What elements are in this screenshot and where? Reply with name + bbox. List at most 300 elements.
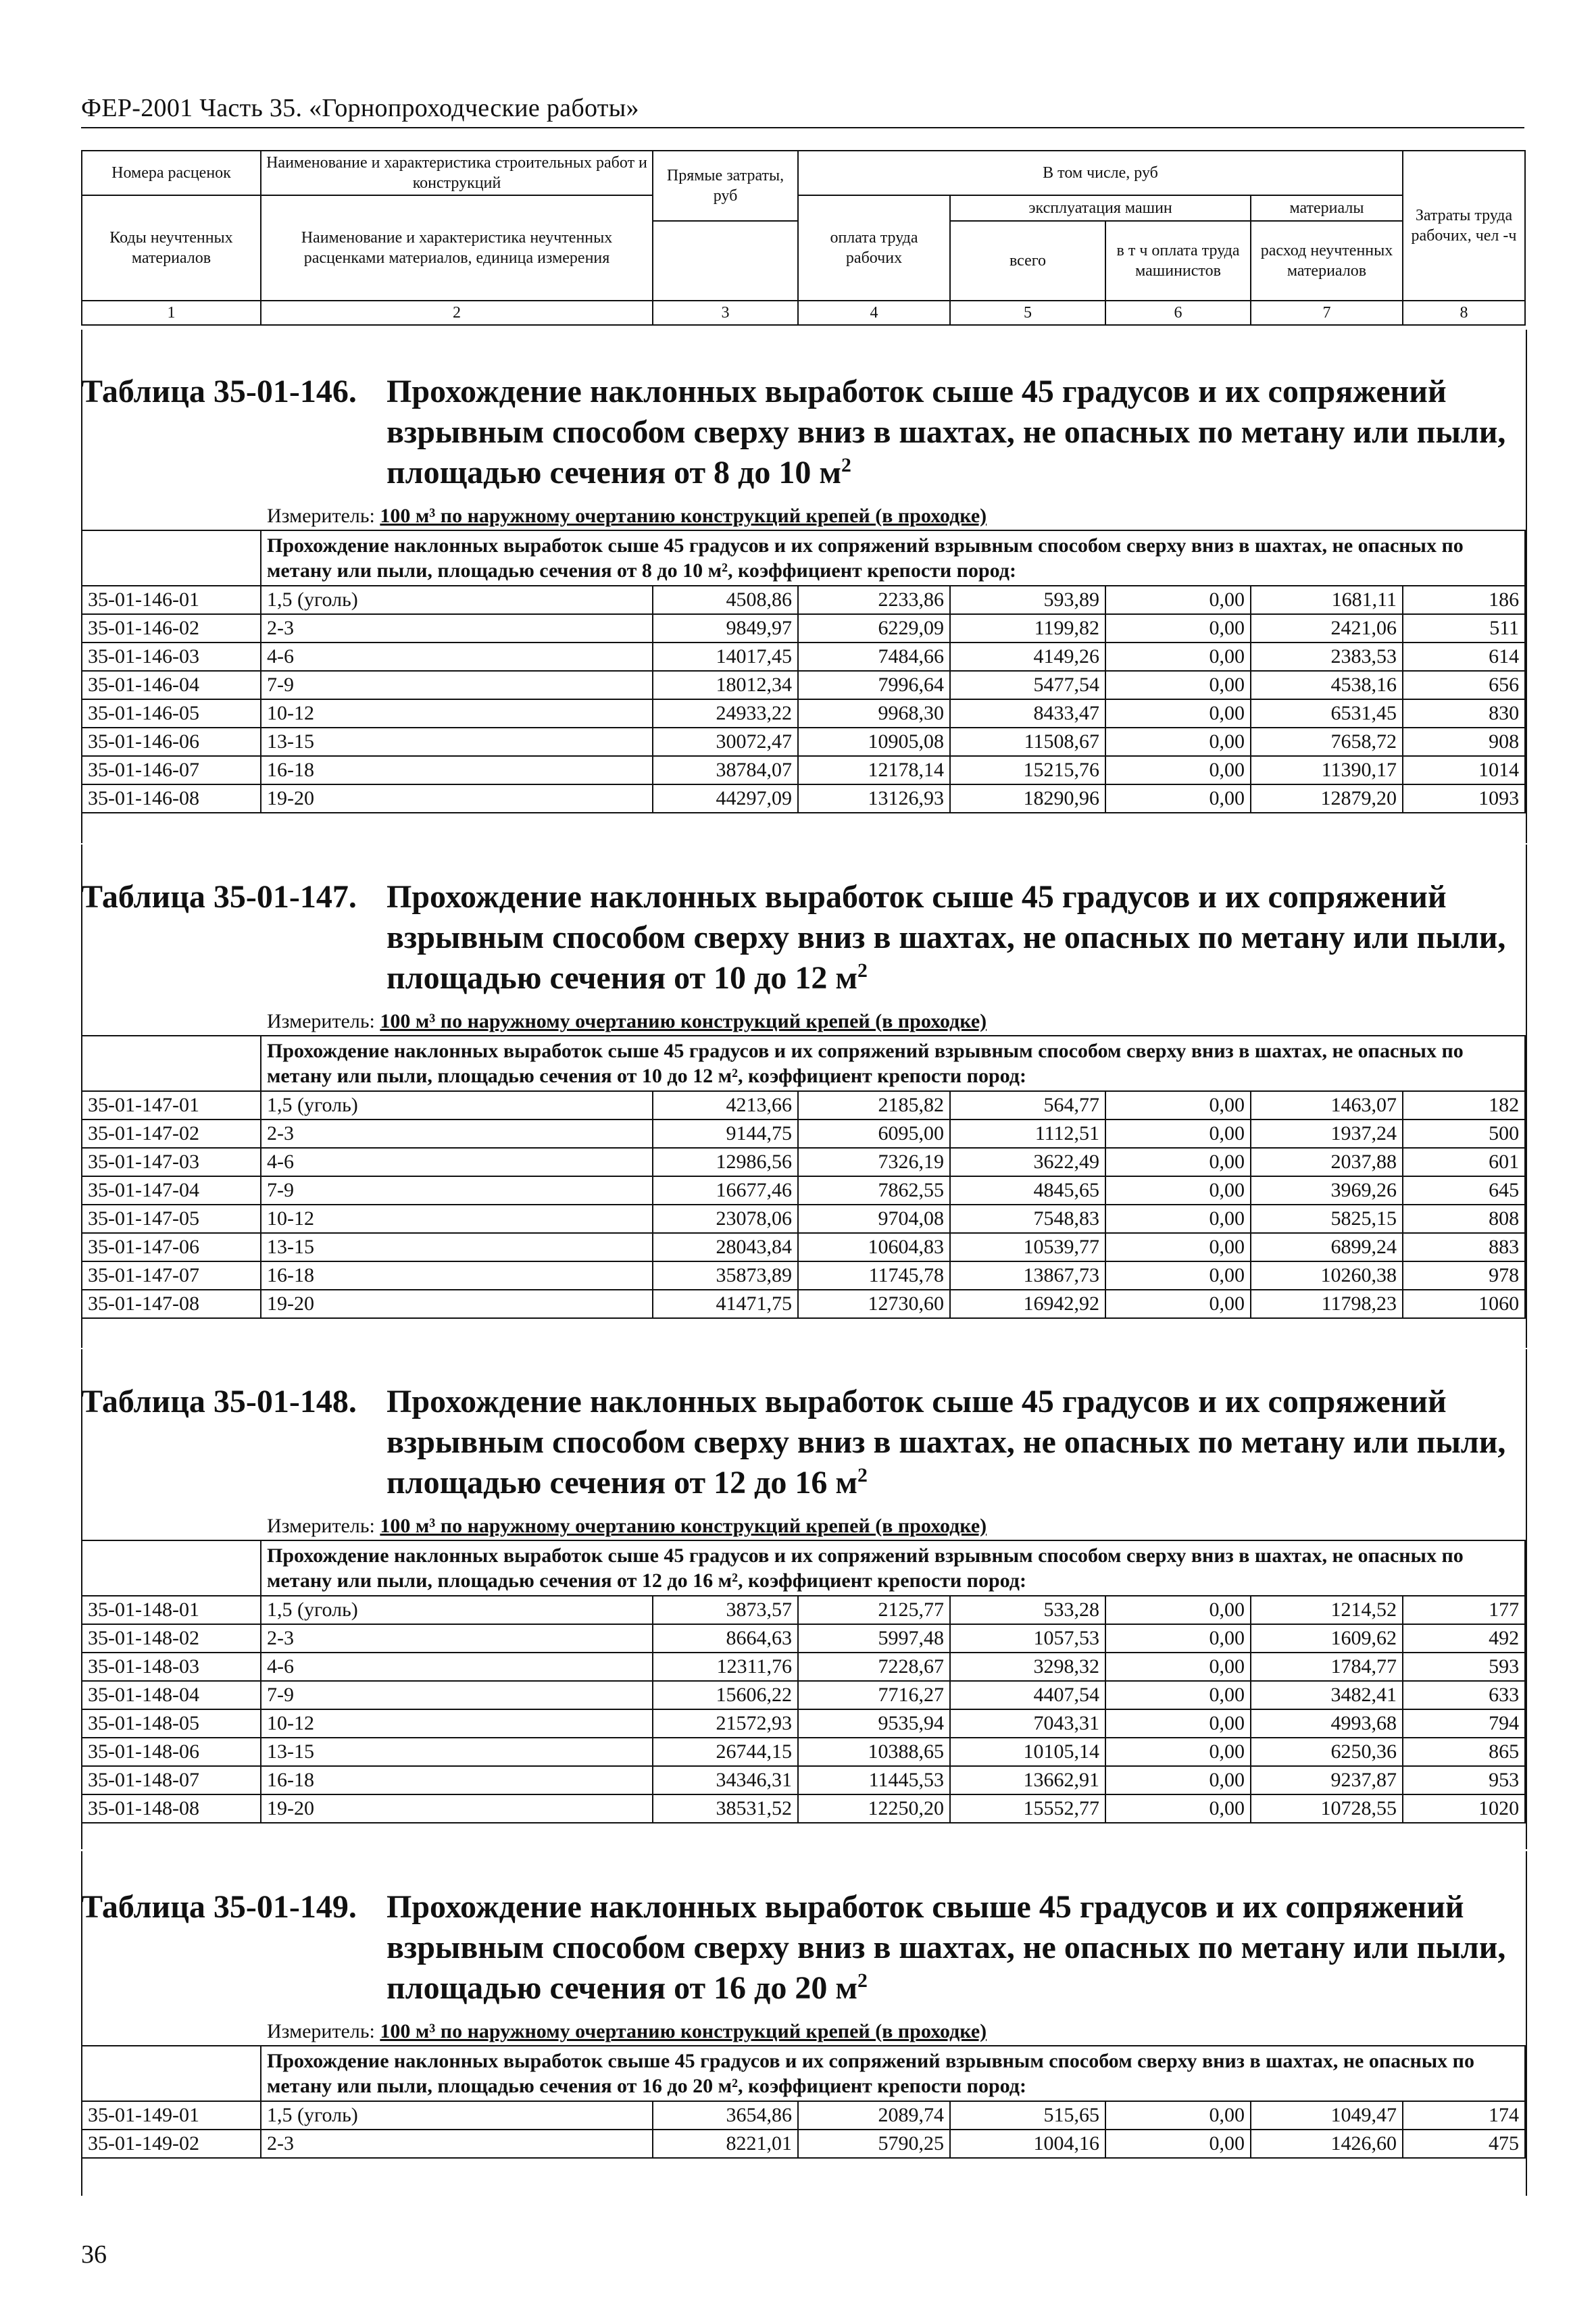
materials-cell: 1609,62 xyxy=(1251,1624,1403,1653)
operators-pay-cell: 0,00 xyxy=(1105,1091,1251,1120)
materials-cell: 1463,07 xyxy=(1251,1091,1403,1120)
machine-total-cell: 5477,54 xyxy=(950,671,1105,699)
rock-hardness-cell: 2-3 xyxy=(261,1120,653,1148)
labor-pay-cell: 7862,55 xyxy=(798,1176,950,1205)
col-number: 6 xyxy=(1105,301,1251,325)
machine-total-cell: 8433,47 xyxy=(950,699,1105,728)
operators-pay-cell: 0,00 xyxy=(1105,1120,1251,1148)
measure-label: Измеритель: xyxy=(267,1010,375,1032)
col-material-name: Наименование и характеристика неучтенных расценками материалов, единица измерения xyxy=(261,195,653,301)
materials-cell: 1937,24 xyxy=(1251,1120,1403,1148)
measure-value: 100 м³ по наружному очертанию конструкций крепей (в проходке) xyxy=(380,1010,987,1032)
labor-costs-cell: 492 xyxy=(1403,1624,1525,1653)
rock-hardness-cell: 2-3 xyxy=(261,614,653,643)
operators-pay-cell: 0,00 xyxy=(1105,1653,1251,1681)
running-header: ФЕР-2001 Часть 35. «Горнопроходческие работы» xyxy=(81,94,639,122)
rock-hardness-cell: 13-15 xyxy=(261,728,653,756)
rate-table-section xyxy=(81,1382,1524,1823)
direct-costs-cell: 26744,15 xyxy=(653,1738,798,1766)
labor-pay-cell: 2185,82 xyxy=(798,1091,950,1120)
materials-cell: 11390,17 xyxy=(1251,756,1403,784)
labor-costs-cell: 656 xyxy=(1403,671,1525,699)
labor-costs-cell: 978 xyxy=(1403,1261,1525,1290)
direct-costs-cell: 9849,97 xyxy=(653,614,798,643)
operators-pay-cell: 0,00 xyxy=(1105,1681,1251,1709)
rate-code-cell: 35-01-148-07 xyxy=(82,1766,261,1794)
table-title xyxy=(81,1382,1524,1503)
machine-total-cell: 13867,73 xyxy=(950,1261,1105,1290)
rate-code-cell: 35-01-149-01 xyxy=(82,2101,261,2130)
materials-cell: 10728,55 xyxy=(1251,1794,1403,1823)
labor-costs-cell: 601 xyxy=(1403,1148,1525,1176)
rate-code-cell: 35-01-147-01 xyxy=(82,1091,261,1120)
rock-hardness-cell: 13-15 xyxy=(261,1233,653,1261)
group-description: Прохождение наклонных выработок сыше 45 градусов и их сопряжений взрывным способом сверху вниз в шахтах, не опасных по метану или пыли, площадью сечения от 12 до 16 м², коэффициент крепости пород: xyxy=(261,1540,1525,1596)
direct-costs-cell: 44297,09 xyxy=(653,784,798,813)
machine-total-cell: 13662,91 xyxy=(950,1766,1105,1794)
table-row xyxy=(82,1261,1525,1290)
direct-costs-cell: 8664,63 xyxy=(653,1624,798,1653)
rock-hardness-cell: 1,5 (уголь) xyxy=(261,1596,653,1624)
machine-total-cell: 593,89 xyxy=(950,586,1105,614)
materials-cell: 2421,06 xyxy=(1251,614,1403,643)
table-row xyxy=(82,1091,1525,1120)
operators-pay-cell: 0,00 xyxy=(1105,586,1251,614)
materials-cell: 1214,52 xyxy=(1251,1596,1403,1624)
labor-costs-cell: 186 xyxy=(1403,586,1525,614)
rock-hardness-cell: 10-12 xyxy=(261,699,653,728)
group-spacer xyxy=(82,1540,261,1596)
table-row xyxy=(82,2101,1525,2130)
machine-total-cell: 1112,51 xyxy=(950,1120,1105,1148)
title-text: Прохождение наклонных выработок сыше 45 градусов и их сопряжений взрывным способом сверху вниз в шахтах, не опасных по метану или пыли, площадью сечения от 10 до 12 м xyxy=(386,879,1506,996)
operators-pay-cell: 0,00 xyxy=(1105,756,1251,784)
table-title xyxy=(81,372,1524,493)
rates-table xyxy=(81,530,1526,813)
title-superscript: 2 xyxy=(841,454,851,476)
labor-pay-cell: 9704,08 xyxy=(798,1205,950,1233)
title-text: Прохождение наклонных выработок сыше 45 градусов и их сопряжений взрывным способом сверху вниз в шахтах, не опасных по метану или пыли, площадью сечения от 12 до 16 м xyxy=(386,1384,1506,1501)
labor-pay-cell: 2233,86 xyxy=(798,586,950,614)
direct-costs-cell: 35873,89 xyxy=(653,1261,798,1290)
labor-pay-cell: 11445,53 xyxy=(798,1766,950,1794)
measure-value: 100 м³ по наружному очертанию конструкций крепей (в проходке) xyxy=(380,2020,987,2042)
materials-cell: 7658,72 xyxy=(1251,728,1403,756)
page-number: 36 xyxy=(81,2240,107,2269)
materials-cell: 1426,60 xyxy=(1251,2130,1403,2158)
rock-hardness-cell: 1,5 (уголь) xyxy=(261,586,653,614)
machine-total-cell: 18290,96 xyxy=(950,784,1105,813)
machine-total-cell: 3622,49 xyxy=(950,1148,1105,1176)
machine-total-cell: 16942,92 xyxy=(950,1290,1105,1318)
rate-code-cell: 35-01-147-07 xyxy=(82,1261,261,1290)
col-labor-costs: Затраты труда рабочих, чел -ч xyxy=(1403,151,1525,301)
rock-hardness-cell: 4-6 xyxy=(261,643,653,671)
rock-hardness-cell: 16-18 xyxy=(261,756,653,784)
rock-hardness-cell: 16-18 xyxy=(261,1766,653,1794)
labor-pay-cell: 6229,09 xyxy=(798,614,950,643)
labor-pay-cell: 2125,77 xyxy=(798,1596,950,1624)
labor-pay-cell: 10905,08 xyxy=(798,728,950,756)
col-labor-pay: оплата труда рабочих xyxy=(798,195,950,301)
title-superscript: 2 xyxy=(857,1969,868,1992)
rate-table-section xyxy=(81,372,1524,813)
rate-code-cell: 35-01-146-05 xyxy=(82,699,261,728)
machine-total-cell: 4149,26 xyxy=(950,643,1105,671)
rate-code-cell: 35-01-148-05 xyxy=(82,1709,261,1738)
direct-costs-cell: 4213,66 xyxy=(653,1091,798,1120)
title-superscript: 2 xyxy=(857,1464,868,1486)
rate-code-cell: 35-01-148-04 xyxy=(82,1681,261,1709)
rate-code-cell: 35-01-146-08 xyxy=(82,784,261,813)
table-title xyxy=(81,1887,1524,2009)
measure-unit xyxy=(81,503,1524,530)
machine-total-cell: 7043,31 xyxy=(950,1709,1105,1738)
table-row xyxy=(82,614,1525,643)
operators-pay-cell: 0,00 xyxy=(1105,699,1251,728)
rock-hardness-cell: 2-3 xyxy=(261,1624,653,1653)
operators-pay-cell: 0,00 xyxy=(1105,2130,1251,2158)
machine-total-cell: 3298,32 xyxy=(950,1653,1105,1681)
rate-code-cell: 35-01-147-03 xyxy=(82,1148,261,1176)
labor-pay-cell: 7484,66 xyxy=(798,643,950,671)
table-row xyxy=(82,1233,1525,1261)
operators-pay-cell: 0,00 xyxy=(1105,1596,1251,1624)
rock-hardness-cell: 7-9 xyxy=(261,1681,653,1709)
measure-value: 100 м³ по наружному очертанию конструкций крепей (в проходке) xyxy=(380,1515,987,1537)
table-row xyxy=(82,1794,1525,1823)
rate-code-cell: 35-01-146-03 xyxy=(82,643,261,671)
group-spacer xyxy=(82,2046,261,2101)
machine-total-cell: 15552,77 xyxy=(950,1794,1105,1823)
table-title xyxy=(81,877,1524,999)
rate-code-cell: 35-01-149-02 xyxy=(82,2130,261,2158)
machine-total-cell: 4407,54 xyxy=(950,1681,1105,1709)
table-row xyxy=(82,671,1525,699)
table-row xyxy=(82,1596,1525,1624)
group-spacer xyxy=(82,1036,261,1091)
rates-table xyxy=(81,1035,1526,1319)
rock-hardness-cell: 1,5 (уголь) xyxy=(261,2101,653,2130)
col-machine-operation: эксплуатация машин xyxy=(950,195,1251,221)
table-row xyxy=(82,1176,1525,1205)
col-total: всего xyxy=(950,221,1105,301)
group-description: Прохождение наклонных выработок сыше 45 градусов и их сопряжений взрывным способом сверху вниз в шахтах, не опасных по метану или пыли, площадью сечения от 8 до 10 м², коэффициент крепости пород: xyxy=(261,530,1525,586)
labor-costs-cell: 614 xyxy=(1403,643,1525,671)
direct-costs-cell: 38531,52 xyxy=(653,1794,798,1823)
rate-code-cell: 35-01-148-02 xyxy=(82,1624,261,1653)
direct-costs-cell: 18012,34 xyxy=(653,671,798,699)
rate-code-cell: 35-01-146-02 xyxy=(82,614,261,643)
table-number: Таблица 35-01-148. xyxy=(81,1384,357,1419)
measure-value: 100 м³ по наружному очертанию конструкций крепей (в проходке) xyxy=(380,505,987,527)
operators-pay-cell: 0,00 xyxy=(1105,1290,1251,1318)
labor-costs-cell: 174 xyxy=(1403,2101,1525,2130)
col-number: 4 xyxy=(798,301,950,325)
labor-pay-cell: 12178,14 xyxy=(798,756,950,784)
machine-total-cell: 10105,14 xyxy=(950,1738,1105,1766)
materials-cell: 1681,11 xyxy=(1251,586,1403,614)
labor-pay-cell: 12250,20 xyxy=(798,1794,950,1823)
measure-label: Измеритель: xyxy=(267,505,375,527)
labor-pay-cell: 11745,78 xyxy=(798,1261,950,1290)
labor-pay-cell: 5790,25 xyxy=(798,2130,950,2158)
materials-cell: 2383,53 xyxy=(1251,643,1403,671)
title-text: Прохождение наклонных выработок свыше 45 градусов и их сопряжений взрывным способом сверху вниз в шахтах, не опасных по метану или пыли, площадью сечения от 16 до 20 м xyxy=(386,1889,1506,2006)
labor-pay-cell: 10388,65 xyxy=(798,1738,950,1766)
labor-pay-cell: 7716,27 xyxy=(798,1681,950,1709)
rate-code-cell: 35-01-146-06 xyxy=(82,728,261,756)
labor-costs-cell: 908 xyxy=(1403,728,1525,756)
machine-total-cell: 1057,53 xyxy=(950,1624,1105,1653)
table-row xyxy=(82,699,1525,728)
col-rate-numbers: Номера расценок xyxy=(82,151,261,195)
direct-costs-cell: 14017,45 xyxy=(653,643,798,671)
machine-total-cell: 564,77 xyxy=(950,1091,1105,1120)
direct-costs-cell: 24933,22 xyxy=(653,699,798,728)
labor-costs-cell: 953 xyxy=(1403,1766,1525,1794)
machine-total-cell: 1004,16 xyxy=(950,2130,1105,2158)
direct-costs-cell: 9144,75 xyxy=(653,1120,798,1148)
table-number: Таблица 35-01-149. xyxy=(81,1889,357,1925)
labor-costs-cell: 475 xyxy=(1403,2130,1525,2158)
rock-hardness-cell: 2-3 xyxy=(261,2130,653,2158)
materials-cell: 4538,16 xyxy=(1251,671,1403,699)
rate-code-cell: 35-01-148-03 xyxy=(82,1653,261,1681)
col-direct-costs: Прямые затраты, руб xyxy=(653,151,798,221)
labor-costs-cell: 808 xyxy=(1403,1205,1525,1233)
materials-cell: 6531,45 xyxy=(1251,699,1403,728)
materials-cell: 1784,77 xyxy=(1251,1653,1403,1681)
table-number: Таблица 35-01-146. xyxy=(81,374,357,409)
table-row xyxy=(82,728,1525,756)
direct-costs-cell: 21572,93 xyxy=(653,1709,798,1738)
rock-hardness-cell: 10-12 xyxy=(261,1205,653,1233)
table-row xyxy=(82,1766,1525,1794)
materials-cell: 5825,15 xyxy=(1251,1205,1403,1233)
rock-hardness-cell: 16-18 xyxy=(261,1261,653,1290)
labor-costs-cell: 830 xyxy=(1403,699,1525,728)
labor-costs-cell: 1060 xyxy=(1403,1290,1525,1318)
col-number: 5 xyxy=(950,301,1105,325)
machine-total-cell: 10539,77 xyxy=(950,1233,1105,1261)
title-text: Прохождение наклонных выработок сыше 45 градусов и их сопряжений взрывным способом сверху вниз в шахтах, не опасных по метану или пыли, площадью сечения от 8 до 10 м xyxy=(386,374,1506,491)
materials-cell: 4993,68 xyxy=(1251,1709,1403,1738)
direct-costs-cell: 3654,86 xyxy=(653,2101,798,2130)
rate-code-cell: 35-01-146-04 xyxy=(82,671,261,699)
rate-code-cell: 35-01-148-06 xyxy=(82,1738,261,1766)
operators-pay-cell: 0,00 xyxy=(1105,671,1251,699)
labor-pay-cell: 13126,93 xyxy=(798,784,950,813)
direct-costs-cell: 3873,57 xyxy=(653,1596,798,1624)
machine-total-cell: 515,65 xyxy=(950,2101,1105,2130)
col-number: 1 xyxy=(82,301,261,325)
labor-pay-cell: 6095,00 xyxy=(798,1120,950,1148)
col-materials: материалы xyxy=(1251,195,1403,221)
rock-hardness-cell: 4-6 xyxy=(261,1148,653,1176)
table-row xyxy=(82,1709,1525,1738)
direct-costs-cell: 8221,01 xyxy=(653,2130,798,2158)
labor-costs-cell: 645 xyxy=(1403,1176,1525,1205)
col-direct-costs-cont xyxy=(653,221,798,301)
operators-pay-cell: 0,00 xyxy=(1105,1176,1251,1205)
table-number: Таблица 35-01-147. xyxy=(81,879,357,915)
labor-costs-cell: 633 xyxy=(1403,1681,1525,1709)
rate-code-cell: 35-01-147-02 xyxy=(82,1120,261,1148)
table-row xyxy=(82,1120,1525,1148)
table-row xyxy=(82,586,1525,614)
direct-costs-cell: 41471,75 xyxy=(653,1290,798,1318)
operators-pay-cell: 0,00 xyxy=(1105,1766,1251,1794)
materials-cell: 1049,47 xyxy=(1251,2101,1403,2130)
rates-table xyxy=(81,1540,1526,1823)
table-row xyxy=(82,1738,1525,1766)
operators-pay-cell: 0,00 xyxy=(1105,1794,1251,1823)
machine-total-cell: 7548,83 xyxy=(950,1205,1105,1233)
col-materials-consumption: расход неучтенных материалов xyxy=(1251,221,1403,301)
labor-pay-cell: 5997,48 xyxy=(798,1624,950,1653)
col-including: В том числе, руб xyxy=(798,151,1403,195)
rate-code-cell: 35-01-146-01 xyxy=(82,586,261,614)
labor-pay-cell: 9535,94 xyxy=(798,1709,950,1738)
labor-costs-cell: 1014 xyxy=(1403,756,1525,784)
rock-hardness-cell: 4-6 xyxy=(261,1653,653,1681)
col-number: 7 xyxy=(1251,301,1403,325)
operators-pay-cell: 0,00 xyxy=(1105,784,1251,813)
labor-costs-cell: 865 xyxy=(1403,1738,1525,1766)
direct-costs-cell: 28043,84 xyxy=(653,1233,798,1261)
col-number: 2 xyxy=(261,301,653,325)
operators-pay-cell: 0,00 xyxy=(1105,1261,1251,1290)
labor-costs-cell: 1020 xyxy=(1403,1794,1525,1823)
operators-pay-cell: 0,00 xyxy=(1105,614,1251,643)
rate-code-cell: 35-01-147-05 xyxy=(82,1205,261,1233)
labor-pay-cell: 9968,30 xyxy=(798,699,950,728)
materials-cell: 12879,20 xyxy=(1251,784,1403,813)
table-row xyxy=(82,1681,1525,1709)
table-row xyxy=(82,1148,1525,1176)
machine-total-cell: 11508,67 xyxy=(950,728,1105,756)
labor-pay-cell: 7996,64 xyxy=(798,671,950,699)
table-row xyxy=(82,756,1525,784)
table-row xyxy=(82,784,1525,813)
direct-costs-cell: 38784,07 xyxy=(653,756,798,784)
table-row xyxy=(82,1624,1525,1653)
rock-hardness-cell: 19-20 xyxy=(261,784,653,813)
operators-pay-cell: 0,00 xyxy=(1105,1205,1251,1233)
title-superscript: 2 xyxy=(857,959,868,982)
labor-costs-cell: 182 xyxy=(1403,1091,1525,1120)
rock-hardness-cell: 7-9 xyxy=(261,671,653,699)
measure-unit xyxy=(81,2018,1524,2045)
machine-total-cell: 1199,82 xyxy=(950,614,1105,643)
rate-code-cell: 35-01-147-08 xyxy=(82,1290,261,1318)
rate-code-cell: 35-01-146-07 xyxy=(82,756,261,784)
rock-hardness-cell: 1,5 (уголь) xyxy=(261,1091,653,1120)
labor-costs-cell: 794 xyxy=(1403,1709,1525,1738)
operators-pay-cell: 0,00 xyxy=(1105,1233,1251,1261)
rate-code-cell: 35-01-148-01 xyxy=(82,1596,261,1624)
direct-costs-cell: 23078,06 xyxy=(653,1205,798,1233)
rock-hardness-cell: 7-9 xyxy=(261,1176,653,1205)
materials-cell: 2037,88 xyxy=(1251,1148,1403,1176)
rate-code-cell: 35-01-147-06 xyxy=(82,1233,261,1261)
table-row xyxy=(82,1290,1525,1318)
labor-pay-cell: 7326,19 xyxy=(798,1148,950,1176)
col-operators-pay: в т ч оплата труда машинистов xyxy=(1105,221,1251,301)
operators-pay-cell: 0,00 xyxy=(1105,728,1251,756)
col-material-codes: Коды неучтенных материалов xyxy=(82,195,261,301)
direct-costs-cell: 12311,76 xyxy=(653,1653,798,1681)
labor-pay-cell: 2089,74 xyxy=(798,2101,950,2130)
operators-pay-cell: 0,00 xyxy=(1105,1738,1251,1766)
labor-costs-cell: 177 xyxy=(1403,1596,1525,1624)
materials-cell: 3482,41 xyxy=(1251,1681,1403,1709)
direct-costs-cell: 4508,86 xyxy=(653,586,798,614)
measure-unit xyxy=(81,1008,1524,1035)
column-header-table xyxy=(81,150,1526,326)
labor-costs-cell: 593 xyxy=(1403,1653,1525,1681)
group-description: Прохождение наклонных выработок сыше 45 градусов и их сопряжений взрывным способом сверху вниз в шахтах, не опасных по метану или пыли, площадью сечения от 10 до 12 м², коэффициент крепости пород: xyxy=(261,1036,1525,1091)
rate-code-cell: 35-01-148-08 xyxy=(82,1794,261,1823)
direct-costs-cell: 30072,47 xyxy=(653,728,798,756)
materials-cell: 3969,26 xyxy=(1251,1176,1403,1205)
labor-costs-cell: 511 xyxy=(1403,614,1525,643)
col-number: 8 xyxy=(1403,301,1525,325)
measure-label: Измеритель: xyxy=(267,1515,375,1537)
labor-pay-cell: 12730,60 xyxy=(798,1290,950,1318)
direct-costs-cell: 12986,56 xyxy=(653,1148,798,1176)
machine-total-cell: 4845,65 xyxy=(950,1176,1105,1205)
group-spacer xyxy=(82,530,261,586)
measure-unit xyxy=(81,1513,1524,1540)
rock-hardness-cell: 19-20 xyxy=(261,1794,653,1823)
materials-cell: 6250,36 xyxy=(1251,1738,1403,1766)
materials-cell: 10260,38 xyxy=(1251,1261,1403,1290)
operators-pay-cell: 0,00 xyxy=(1105,2101,1251,2130)
labor-pay-cell: 7228,67 xyxy=(798,1653,950,1681)
rate-table-section xyxy=(81,877,1524,1319)
measure-label: Измеритель: xyxy=(267,2020,375,2042)
rate-code-cell: 35-01-147-04 xyxy=(82,1176,261,1205)
table-row xyxy=(82,1205,1525,1233)
direct-costs-cell: 15606,22 xyxy=(653,1681,798,1709)
machine-total-cell: 533,28 xyxy=(950,1596,1105,1624)
operators-pay-cell: 0,00 xyxy=(1105,643,1251,671)
rock-hardness-cell: 10-12 xyxy=(261,1709,653,1738)
operators-pay-cell: 0,00 xyxy=(1105,1624,1251,1653)
rock-hardness-cell: 13-15 xyxy=(261,1738,653,1766)
direct-costs-cell: 34346,31 xyxy=(653,1766,798,1794)
group-description: Прохождение наклонных выработок свыше 45 градусов и их сопряжений взрывным способом сверху вниз в шахтах, не опасных по метану или пыли, площадью сечения от 16 до 20 м², коэффициент крепости пород: xyxy=(261,2046,1525,2101)
col-work-name: Наименование и характеристика строительных работ и конструкций xyxy=(261,151,653,195)
table-row xyxy=(82,2130,1525,2158)
direct-costs-cell: 16677,46 xyxy=(653,1176,798,1205)
table-row xyxy=(82,1653,1525,1681)
operators-pay-cell: 0,00 xyxy=(1105,1709,1251,1738)
rates-table xyxy=(81,2045,1526,2159)
materials-cell: 9237,87 xyxy=(1251,1766,1403,1794)
labor-pay-cell: 10604,83 xyxy=(798,1233,950,1261)
operators-pay-cell: 0,00 xyxy=(1105,1148,1251,1176)
rate-table-section xyxy=(81,1887,1524,2159)
col-number: 3 xyxy=(653,301,798,325)
materials-cell: 6899,24 xyxy=(1251,1233,1403,1261)
labor-costs-cell: 883 xyxy=(1403,1233,1525,1261)
header-rule xyxy=(81,127,1524,128)
materials-cell: 11798,23 xyxy=(1251,1290,1403,1318)
labor-costs-cell: 500 xyxy=(1403,1120,1525,1148)
